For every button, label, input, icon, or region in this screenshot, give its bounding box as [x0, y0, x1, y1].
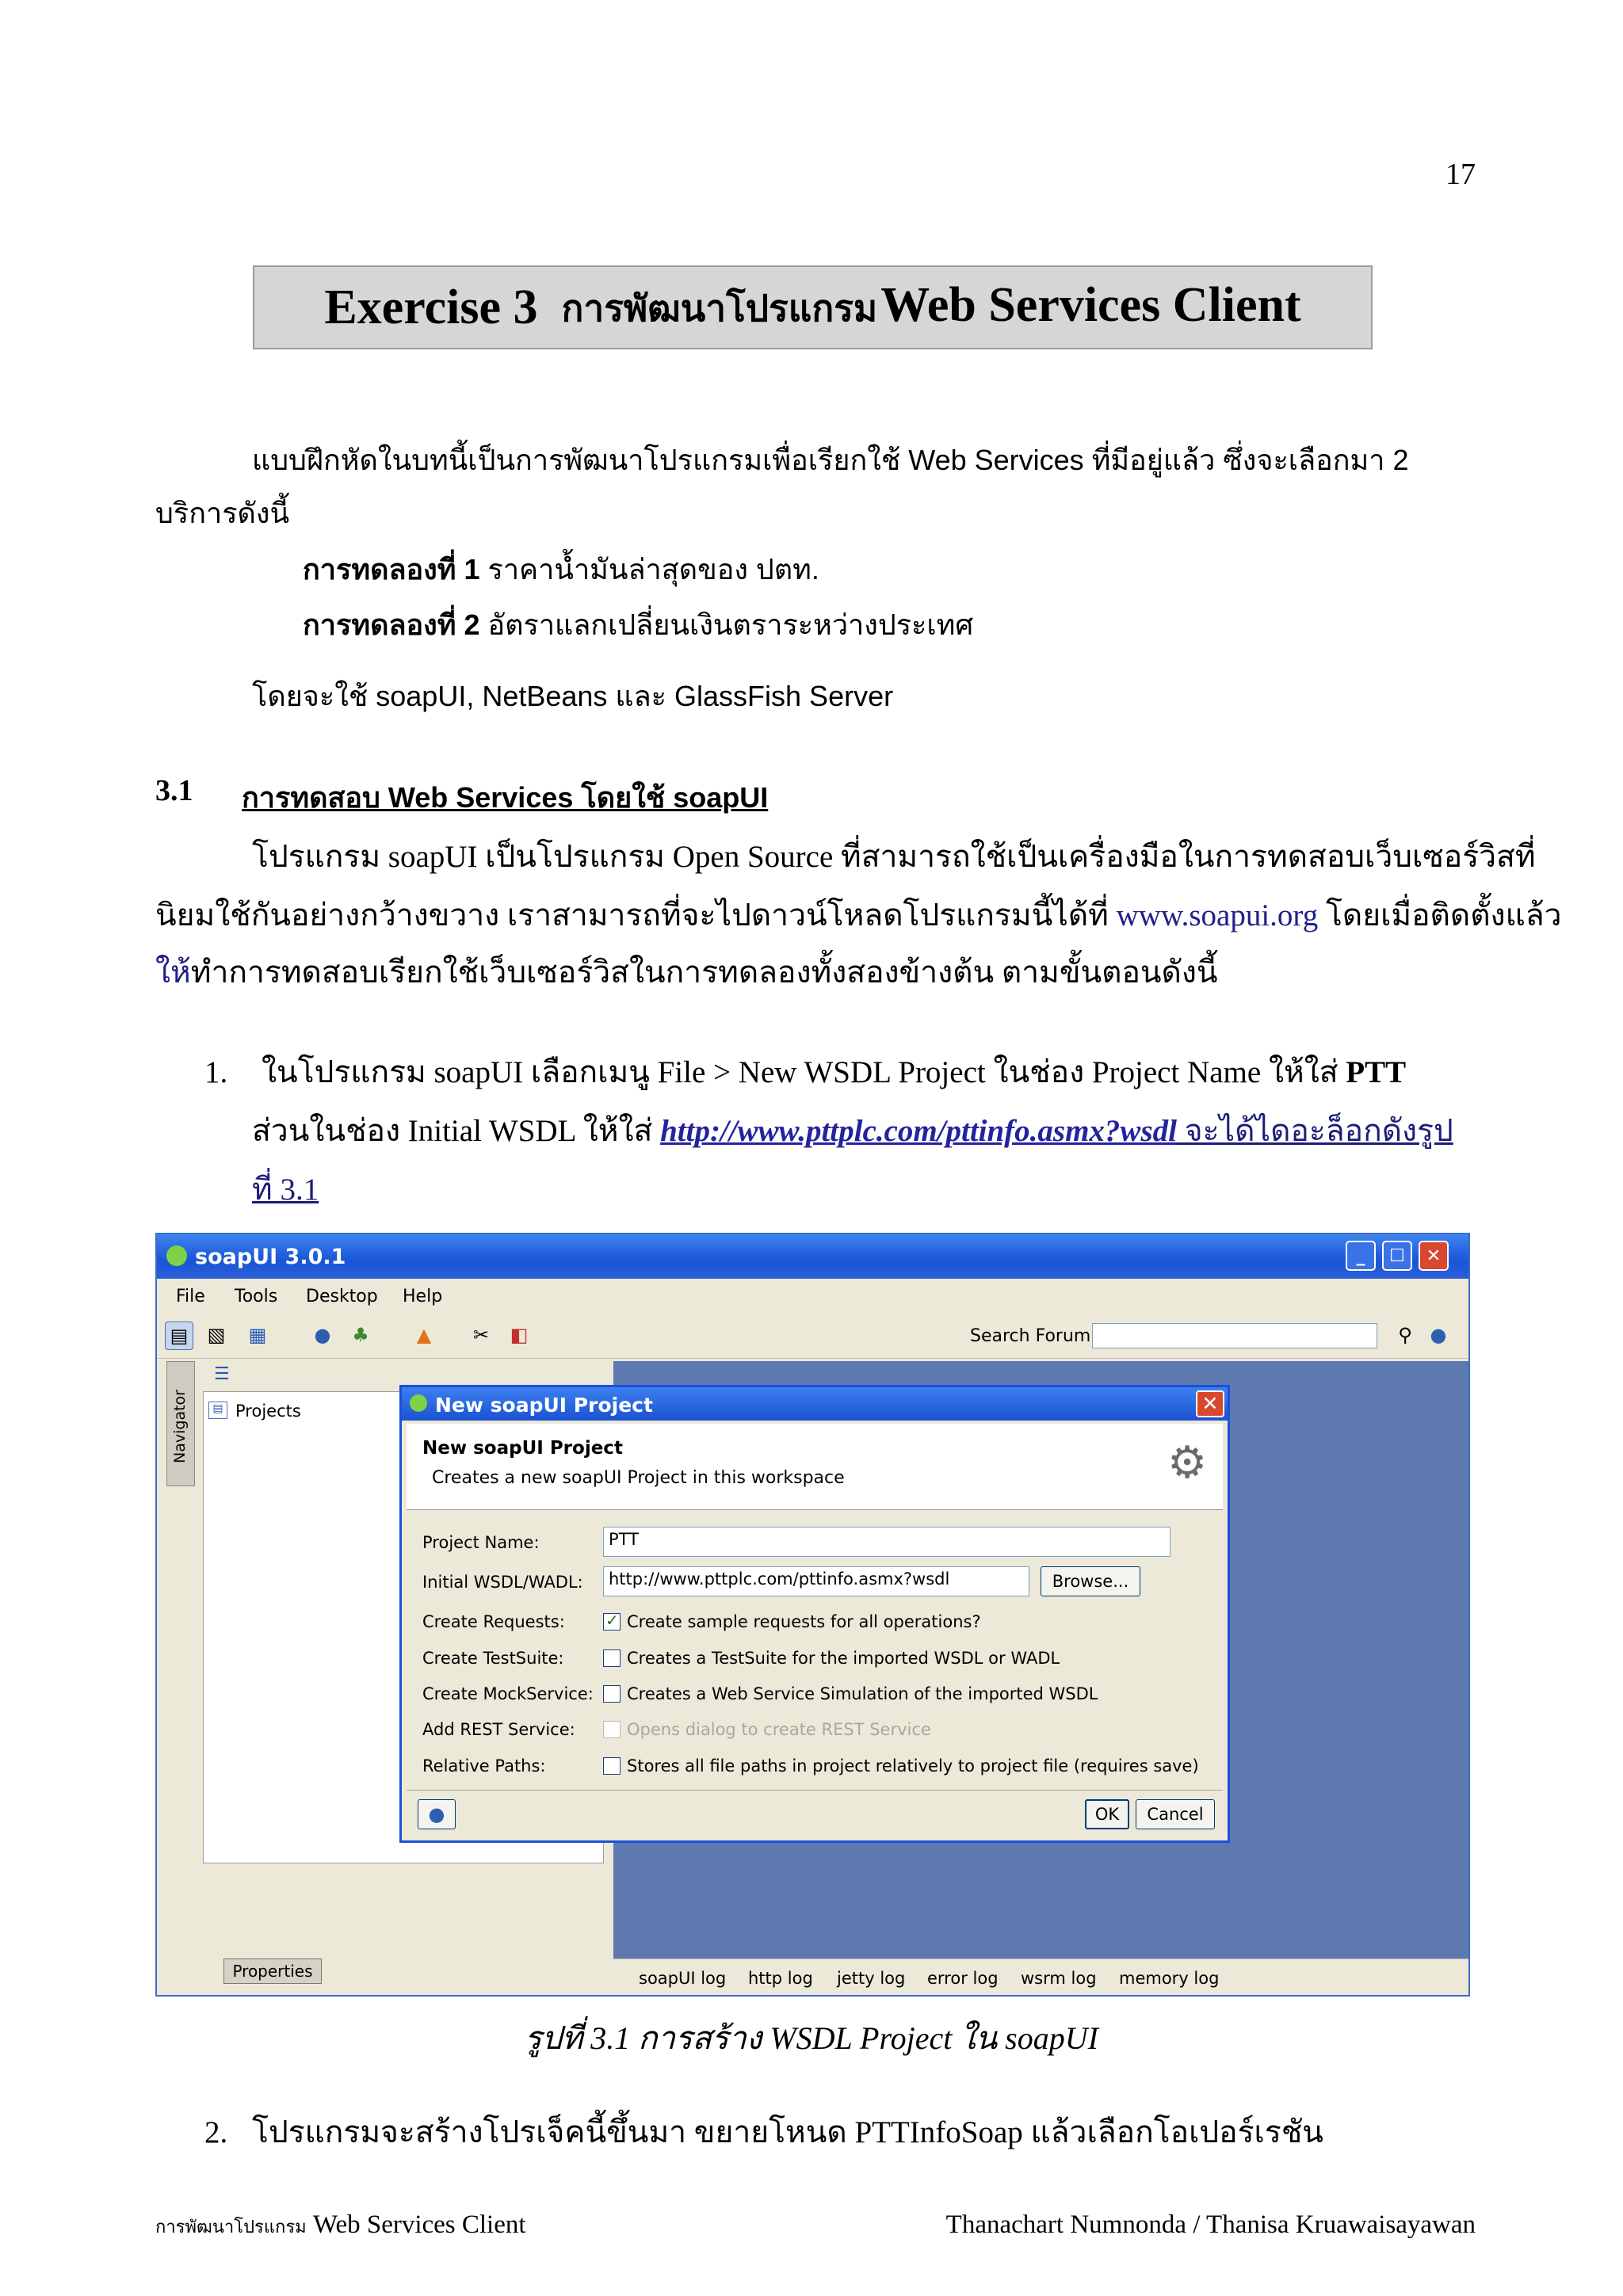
log-tabs-bar — [613, 1958, 1468, 1996]
create-requests-text: Create sample requests for all operations? — [627, 1612, 981, 1631]
section-para-line-2 — [155, 887, 1562, 944]
figure-caption: รูปที่ 3.1 การสร้าง WSDL Project ใน soapUI — [525, 2020, 1098, 2056]
dialog-header — [407, 1424, 1223, 1510]
import-icon[interactable]: ▧ — [207, 1324, 226, 1346]
maximize-button[interactable]: ☐ — [1382, 1241, 1412, 1271]
section-para-line-3 — [155, 944, 1218, 1001]
dialog-divider — [407, 1790, 1223, 1791]
rest-service-checkbox — [603, 1721, 621, 1738]
step-1-text-c: จะได้ไดอะล็อกดังรูป — [1176, 1114, 1453, 1148]
section-number: 3.1 — [155, 774, 193, 807]
browse-button[interactable]: Browse... — [1041, 1566, 1140, 1596]
section-para-2a: นิยมใช้กันอย่างกว้างขวาง เราสามารถที่จะไปดาวน์โหลดโปรแกรมนี้ได้ที่ — [155, 898, 1117, 933]
trial-1 — [303, 541, 819, 598]
soapui-logo-icon — [166, 1245, 187, 1266]
info-icon[interactable]: ● — [1430, 1324, 1447, 1346]
binoculars-icon[interactable]: ⚲ — [1398, 1324, 1412, 1346]
dialog-header-desc: Creates a new soapUI Project in this workspace — [432, 1468, 845, 1488]
step-1-text-a: ในโปรแกรม soapUI เลือกเมนู File > New WSDL Project ในช่อง Project Name ให้ใส่ — [262, 1055, 1346, 1089]
navigator-tab[interactable] — [166, 1361, 195, 1486]
step-2-number: 2. — [204, 2115, 228, 2149]
step-1-line-3: ที่ 3.1 — [252, 1173, 319, 1207]
exercise-title-box — [253, 265, 1373, 349]
dialog-header-title: New soapUI Project — [422, 1438, 623, 1459]
dialog-close-button[interactable]: ✕ — [1196, 1390, 1224, 1417]
footer-left-thai: การพัฒนาโปรแกรม — [155, 2217, 307, 2237]
create-requests-checkbox[interactable] — [603, 1613, 621, 1630]
log-tab-jetty[interactable]: jetty log — [837, 1969, 906, 1988]
tree-view-icon[interactable]: ☰ — [214, 1364, 230, 1384]
section-para-line-1: โปรแกรม soapUI เป็นโปรแกรม Open Source ที่สามารถใช้เป็นเครื่องมือในการทดสอบเว็บเซอร์วิสที่ — [252, 840, 1536, 874]
trial-2-text: อัตราแลกเปลี่ยนเงินตราระหว่างประเทศ — [479, 608, 974, 641]
step-1-number: 1. — [204, 1055, 228, 1089]
minimize-button[interactable]: _ — [1346, 1241, 1376, 1271]
footer-left-english: Web Services Client — [306, 2210, 526, 2239]
log-tab-soapui[interactable]: soapUI log — [639, 1969, 727, 1988]
help-icon[interactable]: ● — [314, 1324, 331, 1346]
menu-file[interactable]: File — [176, 1287, 205, 1306]
testsuite-label: Create TestSuite: — [422, 1649, 564, 1668]
page-number: 17 — [1445, 158, 1476, 191]
testsuite-checkbox[interactable] — [603, 1650, 621, 1667]
log-tab-http[interactable]: http log — [748, 1969, 813, 1988]
close-window-button[interactable]: ✕ — [1419, 1241, 1449, 1271]
soapui-screenshot — [155, 1233, 1470, 1997]
menu-help[interactable]: Help — [403, 1287, 443, 1306]
section-para-3a: ให้ — [155, 955, 191, 990]
footer-authors: Thanachart Numnonda / Thanisa Kruawaisayawan — [945, 2210, 1476, 2239]
search-forum-label: Search Forum — [970, 1326, 1091, 1346]
exit-icon[interactable]: ◧ — [510, 1324, 529, 1346]
projects-node[interactable]: Projects — [235, 1402, 301, 1421]
dialog-titlebar — [402, 1387, 1228, 1421]
create-requests-label: Create Requests: — [422, 1612, 565, 1631]
exercise-title-text — [562, 277, 1301, 338]
users-icon[interactable]: ♣ — [352, 1324, 369, 1346]
step-1-line-1 — [262, 1044, 1406, 1101]
step-1-ptt: PTT — [1346, 1055, 1407, 1089]
soapui-link[interactable]: www.soapui.org — [1116, 898, 1319, 933]
trial-2-label: การทดลองที่ 2 — [303, 608, 480, 641]
dialog-logo-icon — [410, 1394, 427, 1412]
preferences-icon[interactable]: ✂ — [472, 1324, 490, 1346]
menu-bar — [157, 1279, 1468, 1314]
menu-desktop[interactable]: Desktop — [306, 1287, 378, 1306]
trial-1-text: ราคาน้ำมันล่าสุดของ ปตท. — [479, 553, 819, 585]
section-para-3b: ทำการทดสอบเรียกใช้เว็บเซอร์วิสในการทดลองทั้งสองข้างต้น ตามขั้นตอนดังนี้ — [190, 955, 1218, 990]
rest-service-label: Add REST Service: — [422, 1720, 575, 1739]
toolbar — [157, 1314, 1468, 1359]
intro-line-1: แบบฝึกหัดในบทนี้เป็นการพัฒนาโปรแกรมเพื่อเรียกใช้ Web Services ที่มีอยู่แล้ว ซึ่งจะเลือกมา 2 — [252, 444, 1409, 476]
save-all-icon[interactable]: ▦ — [248, 1324, 267, 1346]
search-forum-input[interactable] — [1092, 1323, 1377, 1348]
new-project-icon[interactable]: ▤ — [165, 1322, 193, 1350]
rest-service-text: Opens dialog to create REST Service — [627, 1720, 931, 1739]
ok-button[interactable]: OK — [1085, 1799, 1129, 1829]
section-heading: การทดสอบ Web Services โดยใช้ soapUI — [242, 781, 769, 814]
relative-paths-text: Stores all file paths in project relatively to project file (requires save) — [627, 1756, 1199, 1775]
mockservice-text: Creates a Web Service Simulation of the imported WSDL — [627, 1684, 1098, 1703]
title-thai: การพัฒนาโปรแกรม — [561, 288, 878, 329]
wsdl-input[interactable]: http://www.pttplc.com/pttinfo.asmx?wsdl — [603, 1566, 1029, 1596]
navigator-tab-label: Navigator — [171, 1390, 189, 1463]
log-tab-error[interactable]: error log — [927, 1969, 999, 1988]
intro-line-2: บริการดังนี้ — [155, 497, 290, 529]
dialog-title: New soapUI Project — [435, 1394, 653, 1417]
trial-2 — [303, 597, 973, 654]
relative-paths-label: Relative Paths: — [422, 1756, 546, 1775]
title-english: Web Services Client — [880, 278, 1301, 332]
wsdl-link[interactable]: http://www.pttplc.com/pttinfo.asmx?wsdl — [660, 1114, 1177, 1148]
wsdl-label: Initial WSDL/WADL: — [422, 1573, 583, 1592]
step-1-text-b: ส่วนในช่อง Initial WSDL ให้ใส่ — [252, 1114, 661, 1148]
mockservice-label: Create MockService: — [422, 1684, 594, 1703]
trial-1-label: การทดลองที่ 1 — [303, 553, 480, 585]
tools-line: โดยจะใช้ soapUI, NetBeans และ GlassFish Server — [252, 680, 894, 712]
mockservice-checkbox[interactable] — [603, 1685, 621, 1703]
relative-paths-checkbox[interactable] — [603, 1757, 621, 1775]
step-2-text: โปรแกรมจะสร้างโปรเจ็คนี้ขึ้นมา ขยายโหนด PTTInfoSoap แล้วเลือกโอเปอร์เรชัน — [252, 2115, 1323, 2149]
projects-icon: ▤ — [208, 1402, 227, 1419]
project-name-input[interactable]: PTT — [603, 1527, 1170, 1557]
cancel-button[interactable]: Cancel — [1136, 1799, 1215, 1829]
section-para-2b: โดยเมื่อติดตั้งแล้ว — [1318, 898, 1562, 933]
footer-left — [155, 2210, 526, 2241]
exercise-label: Exercise 3 — [324, 280, 538, 334]
log-tab-memory[interactable]: memory log — [1119, 1969, 1220, 1988]
project-name-label: Project Name: — [422, 1533, 540, 1552]
dialog-help-icon[interactable]: ● — [418, 1799, 456, 1829]
properties-button[interactable]: Properties — [223, 1958, 322, 1984]
window-titlebar — [157, 1234, 1468, 1279]
new-project-dialog — [399, 1385, 1230, 1843]
gear-icon: ⚙ — [1167, 1437, 1208, 1489]
step-1-line-2 — [252, 1103, 1453, 1160]
menu-tools[interactable]: Tools — [235, 1287, 278, 1306]
flame-icon[interactable]: ▲ — [416, 1324, 432, 1346]
testsuite-text: Creates a TestSuite for the imported WSDL or WADL — [627, 1649, 1060, 1668]
log-tab-wsrm[interactable]: wsrm log — [1021, 1969, 1097, 1988]
window-title: soapUI 3.0.1 — [195, 1245, 346, 1269]
